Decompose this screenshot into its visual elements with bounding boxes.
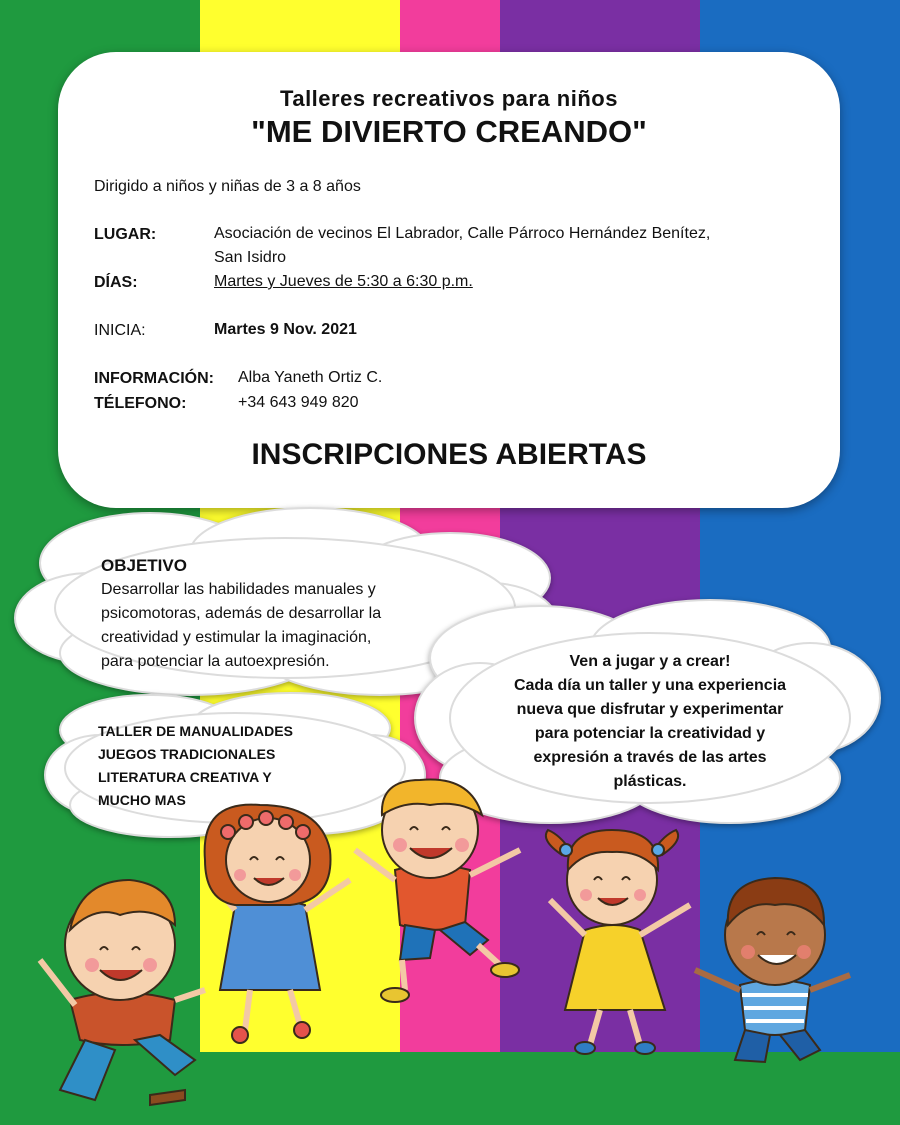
- invite-line: Cada día un taller y una experiencia: [513, 677, 787, 694]
- target-audience: Dirigido a niños y niñas de 3 a 8 años: [94, 178, 361, 195]
- phone-value: +34 643 949 820: [238, 394, 359, 411]
- days-value: Martes y Jueves de 5:30 a 6:30 p.m.: [214, 273, 473, 290]
- workshop-item: MUCHO MAS: [98, 792, 186, 808]
- boy-left-figure: [40, 880, 205, 1105]
- subtitle: Talleres recreativos para niños: [280, 86, 618, 111]
- info-label: INFORMACIÓN:: [94, 370, 214, 387]
- place-line-1: Asociación de vecinos El Labrador, Calle Párroco Hernández Benítez,: [214, 225, 711, 242]
- objective-line: Desarrollar las habilidades manuales y: [101, 581, 376, 598]
- invite-line: para potenciar la creatividad y: [534, 725, 766, 742]
- workshop-item: JUEGOS TRADICIONALES: [98, 746, 276, 762]
- start-value: Martes 9 Nov. 2021: [214, 321, 357, 338]
- place-value: [214, 222, 794, 270]
- days-label: DÍAS:: [94, 274, 138, 291]
- workshop-item: LITERATURA CREATIVA Y: [98, 769, 272, 785]
- title: "ME DIVIERTO CREANDO": [251, 114, 647, 149]
- objective-line: psicomotoras, además de desarrollar la: [101, 605, 382, 622]
- girl-yellow-dress-figure: [546, 830, 690, 1054]
- invite-line: expresión a través de las artes: [533, 749, 767, 766]
- registration-open-banner: INSCRIPCIONES ABIERTAS: [251, 438, 647, 471]
- place-line-2: San Isidro: [214, 249, 287, 266]
- info-value: Alba Yaneth Ortiz C.: [238, 369, 383, 386]
- objective-heading: OBJETIVO: [101, 556, 187, 575]
- invite-line: plásticas.: [613, 773, 687, 790]
- objective-line: para potenciar la autoexpresión.: [101, 653, 330, 670]
- children-illustration: [0, 770, 900, 1125]
- phone-label: TÉLEFONO:: [94, 395, 187, 412]
- objective-text: [101, 578, 381, 674]
- info-card: [58, 52, 840, 508]
- invite-line: Ven a jugar y a crear!: [569, 653, 731, 670]
- start-label: INICIA:: [94, 322, 146, 339]
- girl-flowers-figure: [205, 805, 350, 1043]
- jumping-boy-figure: [355, 779, 520, 1002]
- invite-line: nueva que disfrutar y experimentar: [516, 701, 784, 718]
- workshop-item: TALLER DE MANUALIDADES: [98, 723, 293, 739]
- boy-right-figure: [695, 878, 850, 1062]
- objective-line: creatividad y estimular la imaginación,: [101, 629, 372, 646]
- place-label: LUGAR:: [94, 226, 157, 243]
